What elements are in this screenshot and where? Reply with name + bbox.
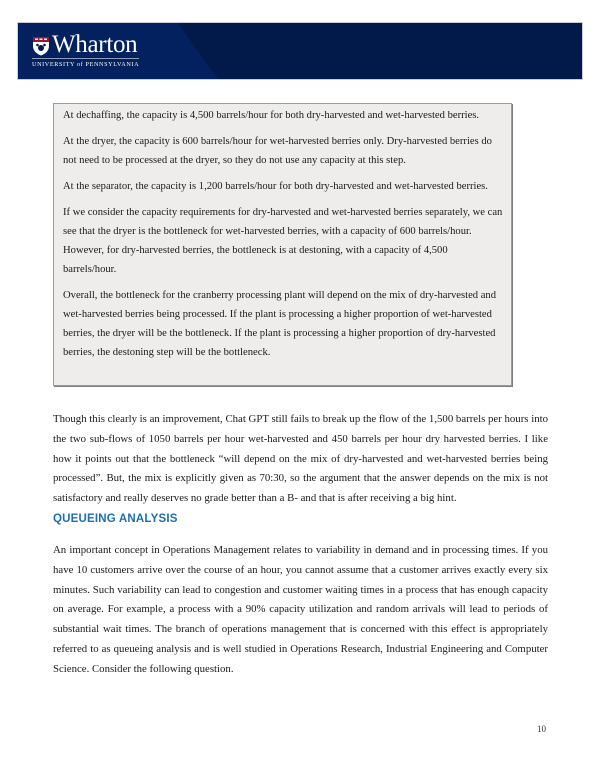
response-paragraph: Overall, the bottleneck for the cranberry processing plant will depend on the mix of dry-harvested and wet-harvested berries being processed. If the plant is processing a higher proportion of wet-harvested berries, the dryer will be the bottleneck. If the plant is processing a higher proportion of dry-harvested berries, the destoning step will be the bottleneck. bbox=[63, 290, 497, 358]
brand-wordmark: Wharton bbox=[52, 31, 138, 58]
response-paragraph: At the dryer, the capacity is 600 barrels/hour for wet-harvested berries only. Dry-harvested berries do not need to be processed at the dryer, so they do not use any capacity at this step. bbox=[63, 136, 492, 166]
response-paragraph: At the separator, the capacity is 1,200 barrels/hour for both dry-harvested and wet-harvested berries. bbox=[63, 181, 488, 192]
page-number: 10 bbox=[537, 724, 546, 734]
header-banner bbox=[17, 22, 583, 80]
section-paragraph: An important concept in Operations Management relates to variability in demand and in processing times. If you have 10 customers arrive over the course of an hour, you cannot assume that a customer arrives exactly every six minutes. Such variability can lead to congestion and customer waiting times in a process that has enough capacity on average. For example, a process with a 90% capacity utilization and random arrivals will lead to periods of substantial wait times. The branch of operations management that is concerned with this effect is appropriately referred to as queueing analysis and is well studied in Operations Research, Industrial Engineering and Computer Science. Consider the following question. bbox=[53, 544, 548, 675]
section-heading: QUEUEING ANALYSIS bbox=[53, 513, 178, 525]
chatgpt-response-box bbox=[53, 103, 512, 386]
wharton-logo bbox=[32, 33, 139, 68]
response-paragraph: At dechaffing, the capacity is 4,500 barrels/hour for both dry-harvested and wet-harvested berries. bbox=[63, 110, 480, 121]
response-paragraph: If we consider the capacity requirements for dry-harvested and wet-harvested berries separately, we can see that the dryer is the bottleneck for wet-harvested berries, with a capacity of 600 barrels/hour. However, for dry-harvested berries, the bottleneck is at destoning, with a capacity of 4,500 barrels/hour. bbox=[63, 207, 503, 275]
commentary-paragraph: Though this clearly is an improvement, Chat GPT still fails to break up the flow of the 1,500 barrels per hours into the two sub-flows of 1050 barrels per hour wet-harvested and 450 barrels per hour dry harvested berries. I like how it points out that the bottleneck “will depend on the mix of dry-harvested and wet-harvested berries being processed”. But, the mix is explicitly given as 70:30, so the argument that the answer depends on the mix is not satisfactory and really deserves no grade better than a B- and that is after receiving a big hint. bbox=[53, 413, 548, 505]
brand-tagline: UNIVERSITY of PENNSYLVANIA bbox=[32, 58, 139, 68]
penn-shield-icon bbox=[32, 36, 50, 56]
